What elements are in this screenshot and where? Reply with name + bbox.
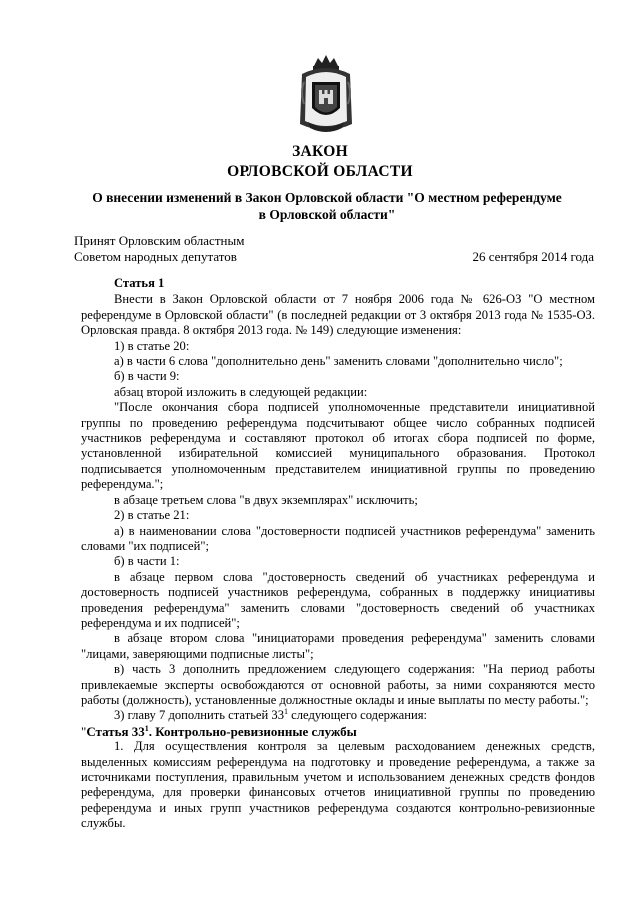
- paragraph-third-abzac: в абзаце третьем слова "в двух экземплярах" исключить;: [114, 492, 418, 507]
- subtitle-line-2: в Орловской области": [258, 207, 396, 222]
- law-subtitle: [60, 189, 594, 223]
- adoption-info: [74, 233, 244, 265]
- item-3-sup: 1: [284, 707, 289, 717]
- paragraph-item-1a: а) в части 6 слова "дополнительно день" заменить словами "дополнительно число";: [114, 354, 563, 369]
- new-article-prefix: Статья 33: [86, 723, 145, 739]
- paragraph-intro: Внести в Закон Орловской области от 7 ноября 2006 года № 626-ОЗ "О местном референдуме в Орловской области" (в последней редакции от 3 октября 2013 года № 1535-ОЗ. Орловская правда. 8 октября 2013 года. № 149) следующие изменения:: [81, 292, 595, 338]
- paragraph-item-1b: б) в части 9:: [114, 369, 180, 384]
- new-article-quote: ": [81, 723, 87, 739]
- paragraph-item-1b-note: абзац второй изложить в следующей редакции:: [114, 384, 368, 399]
- law-region-title: ОРЛОВСКОЙ ОБЛАСТИ: [227, 163, 413, 180]
- law-title: ЗАКОН: [292, 143, 348, 160]
- paragraph-item-2v: в) часть 3 дополнить предложением следующего содержания: "На период работы привлекаемые эксперты освобождаются от основной работы, за ними сохраняются место работы (должность), установленные должностные оклады и иные выплаты по месту работы.";: [81, 662, 595, 707]
- new-article-paragraph-1: 1. Для осуществления контроля за целевым расходованием денежных средств, выделенных комиссиям референдума на подготовку и проведение референдума, а также за источниками поступления, правильным учетом и использованием денежных средств фондов референдума, для проверки финансовых отчетов инициативной группы по проведению референдума и иных групп участников референдума создаются контрольно-ревизионные службы.: [81, 739, 595, 831]
- adoption-line-1: Принят Орловским областным: [74, 233, 245, 248]
- paragraph-item-2b-first: в абзаце первом слова "достоверность сведений об участниках референдума и достоверность подписей участников референдума, собранных в поддержку инициативы проведения референдума" заменить словами "достоверность сведений об участниках референдума и их подписей";: [81, 569, 595, 630]
- paragraph-quote-protocol: "После окончания сбора подписей уполномоченные представители инициативной группы по проведению референдума подсчитывают общее число собранных подписей участников референдума и составляют протокол об итогах сбора подписей по форме, установленной избирательной комиссией муниципального образования. Протокол подписывается уполномоченным представителем инициативной группы по проведению референдума.";: [81, 400, 595, 492]
- new-article-sup: 1: [144, 723, 149, 733]
- article-heading: Статья 1: [114, 276, 165, 290]
- paragraph-item-2b: б) в части 1:: [114, 554, 180, 569]
- item-3-suffix: следующего содержания:: [288, 708, 428, 723]
- coat-of-arms-emblem: [296, 52, 356, 136]
- paragraph-item-2b-second: в абзаце втором слова "инициаторами проведения референдума" заменить словами "лицами, заверяющими подписные листы";: [81, 631, 595, 661]
- subtitle-line-1: О внесении изменений в Закон Орловской области "О местном референдуме: [92, 190, 562, 205]
- paragraph-item-3: [81, 708, 595, 723]
- paragraph-item-2: 2) в статье 21:: [114, 508, 190, 523]
- paragraph-item-2a: а) в наименовании слова "достоверности подписей участников референдума" заменить словами "их подписей";: [81, 523, 595, 553]
- adoption-line-2: Советом народных депутатов: [74, 249, 237, 264]
- paragraph-item-1: 1) в статье 20:: [114, 338, 190, 353]
- new-article-heading: [81, 724, 595, 739]
- item-3-prefix: 3) главу 7 дополнить статьей 33: [114, 708, 285, 723]
- adoption-date: 26 сентября 2014 года: [472, 249, 594, 264]
- new-article-suffix: . Контрольно-ревизионные службы: [148, 723, 357, 739]
- law-body: [81, 276, 595, 832]
